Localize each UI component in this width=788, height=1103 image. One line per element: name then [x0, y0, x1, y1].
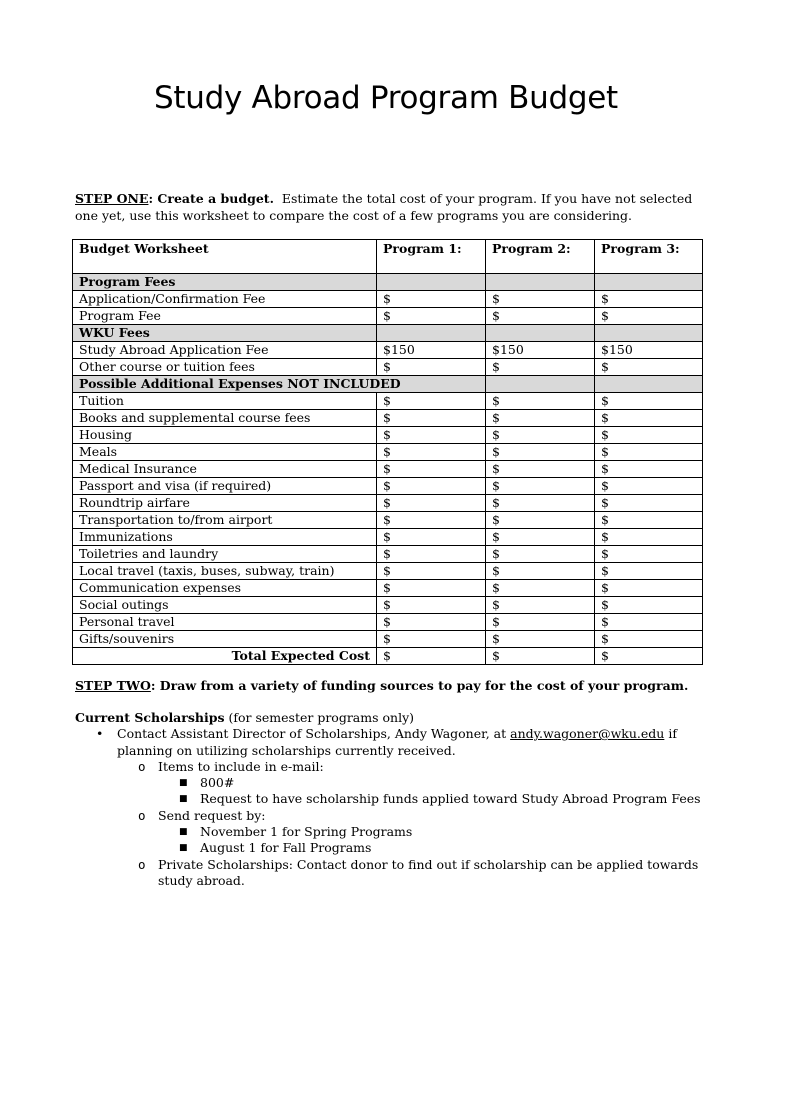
table-row	[73, 308, 703, 325]
step-two-text: : Draw from a variety of funding sources to pay for the cost of your program.	[150, 678, 689, 693]
contact-text-after: if planning on utilizing scholarships currently received.	[117, 726, 681, 758]
cell-program-3: $	[595, 563, 703, 580]
table-row	[73, 410, 703, 427]
cell-program-2: $	[486, 308, 595, 325]
row-label: Passport and visa (if required)	[73, 478, 377, 495]
page-title: Study Abroad Program Budget	[154, 80, 618, 116]
cell-program-2: $	[486, 410, 595, 427]
cell-program-2: $	[486, 478, 595, 495]
cell-program-3: $	[595, 461, 703, 478]
cell-program-3: $	[595, 580, 703, 597]
table-row	[73, 495, 703, 512]
cell-program-1: $	[377, 563, 486, 580]
cell-program-2: $	[486, 648, 595, 665]
cell-program-1: $	[377, 410, 486, 427]
cell-program-1: $	[377, 359, 486, 376]
send-date-fall: August 1 for Fall Programs	[200, 840, 372, 856]
section-row	[73, 325, 703, 342]
row-label: Social outings	[73, 597, 377, 614]
section-label: WKU Fees	[73, 325, 377, 342]
table-row	[73, 427, 703, 444]
cell-program-1: $150	[377, 342, 486, 359]
cell-program-2: $	[486, 427, 595, 444]
step-one-colon: :	[148, 191, 154, 206]
table-row	[73, 291, 703, 308]
private-scholarships-text: Private Scholarships: Contact donor to find out if scholarship can be applied towards study abroad.	[158, 856, 699, 888]
cell-program-1: $	[377, 597, 486, 614]
cell-program-2	[486, 325, 595, 342]
step-one-text: Estimate the total cost of your program. If you have not selected one yet, use this worksheet to compare the cost of a few programs you are considering.	[75, 191, 697, 223]
cell-program-1: $	[377, 580, 486, 597]
cell-program-2: $	[486, 393, 595, 410]
send-date-spring: November 1 for Spring Programs	[200, 824, 413, 840]
list-item	[138, 856, 715, 890]
square-bullet-icon: ■	[179, 827, 188, 838]
cell-program-3: $150	[595, 342, 703, 359]
cell-program-2: $	[486, 512, 595, 529]
list-item	[179, 791, 715, 807]
row-label: Program Fee	[73, 308, 377, 325]
table-row	[73, 563, 703, 580]
row-label: Meals	[73, 444, 377, 461]
table-row	[73, 461, 703, 478]
cell-program-3: $	[595, 648, 703, 665]
step-one-paragraph	[75, 190, 715, 224]
total-row	[73, 648, 703, 665]
cell-program-1: $	[377, 308, 486, 325]
circle-bullet-icon: o	[138, 856, 146, 872]
row-label: Personal travel	[73, 614, 377, 631]
cell-program-1: $	[377, 614, 486, 631]
cell-program-1: $	[377, 495, 486, 512]
cell-program-2: $	[486, 495, 595, 512]
header-program-3: Program 3:	[595, 240, 703, 274]
cell-program-2: $	[486, 614, 595, 631]
cell-program-1: $	[377, 512, 486, 529]
row-label: Study Abroad Application Fee	[73, 342, 377, 359]
row-label: Other course or tuition fees	[73, 359, 377, 376]
cell-program-1: $	[377, 631, 486, 648]
table-row	[73, 614, 703, 631]
cell-program-1: $	[377, 461, 486, 478]
scholarships-heading-line	[75, 710, 715, 726]
cell-program-1: $	[377, 427, 486, 444]
list-item	[179, 775, 715, 791]
cell-program-3: $	[595, 393, 703, 410]
cell-program-3	[595, 376, 703, 393]
table-row	[73, 580, 703, 597]
table-row	[73, 342, 703, 359]
send-label: Send request by:	[158, 807, 266, 823]
cell-program-3: $	[595, 529, 703, 546]
cell-program-1: $	[377, 478, 486, 495]
cell-program-1: $	[377, 444, 486, 461]
table-row	[73, 631, 703, 648]
cell-program-3: $	[595, 359, 703, 376]
cell-program-1: $	[377, 529, 486, 546]
list-item	[179, 840, 715, 856]
table-row	[73, 597, 703, 614]
square-bullet-icon: ■	[179, 778, 188, 789]
cell-program-3: $	[595, 614, 703, 631]
table-row	[73, 546, 703, 563]
cell-program-3: $	[595, 495, 703, 512]
cell-program-2	[486, 274, 595, 291]
row-label: Communication expenses	[73, 580, 377, 597]
list-item	[179, 824, 715, 840]
contact-text-before: Contact Assistant Director of Scholarships, Andy Wagoner, at	[117, 726, 511, 742]
cell-program-1	[377, 325, 486, 342]
cell-program-2: $	[486, 291, 595, 308]
section-row	[73, 274, 703, 291]
table-row	[73, 529, 703, 546]
cell-program-2: $	[486, 580, 595, 597]
section-row	[73, 376, 703, 393]
table-row	[73, 393, 703, 410]
cell-program-2: $	[486, 631, 595, 648]
circle-bullet-icon: o	[138, 758, 146, 774]
scholarships-heading: Current Scholarships	[75, 710, 225, 725]
header-budget-worksheet: Budget Worksheet	[73, 240, 377, 274]
table-row	[73, 444, 703, 461]
header-program-1: Program 1:	[377, 240, 486, 274]
cell-program-3: $	[595, 512, 703, 529]
cell-program-1: $	[377, 291, 486, 308]
cell-program-3	[595, 274, 703, 291]
cell-program-2: $	[486, 359, 595, 376]
row-label: Books and supplemental course fees	[73, 410, 377, 427]
row-label: Housing	[73, 427, 377, 444]
list-item	[138, 758, 715, 775]
scholarships-heading-note: (for semester programs only)	[224, 710, 415, 725]
item-request: Request to have scholarship funds applied toward Study Abroad Program Fees	[200, 791, 701, 807]
header-program-2: Program 2:	[486, 240, 595, 274]
scholarships-section	[75, 710, 715, 889]
table-row	[73, 478, 703, 495]
item-800: 800#	[200, 775, 235, 791]
step-one-label: STEP ONE	[75, 191, 149, 206]
cell-program-3: $	[595, 631, 703, 648]
row-label: Gifts/souvenirs	[73, 631, 377, 648]
circle-bullet-icon: o	[138, 807, 146, 823]
items-label: Items to include in e-mail:	[158, 758, 324, 774]
budget-worksheet-table	[72, 239, 703, 665]
row-label: Tuition	[73, 393, 377, 410]
bullet-icon: •	[96, 726, 104, 742]
cell-program-3: $	[595, 427, 703, 444]
cell-program-1: $	[377, 648, 486, 665]
cell-program-3: $	[595, 597, 703, 614]
cell-program-3	[595, 325, 703, 342]
row-label: Immunizations	[73, 529, 377, 546]
list-item	[138, 807, 715, 824]
cell-program-1: $	[377, 546, 486, 563]
cell-program-3: $	[595, 410, 703, 427]
cell-program-2: $	[486, 529, 595, 546]
row-label: Application/Confirmation Fee	[73, 291, 377, 308]
email-link[interactable]: andy.wagoner@wku.edu	[510, 726, 665, 742]
row-label: Roundtrip airfare	[73, 495, 377, 512]
section-label: Program Fees	[73, 274, 377, 291]
cell-program-1: $	[377, 393, 486, 410]
list-item	[96, 726, 715, 759]
step-two-paragraph	[75, 677, 715, 694]
square-bullet-icon: ■	[179, 843, 188, 854]
square-bullet-icon: ■	[179, 794, 188, 805]
cell-program-2: $	[486, 597, 595, 614]
table-header-row	[73, 240, 703, 274]
step-one-heading: Create a budget.	[153, 191, 274, 206]
cell-program-2: $	[486, 461, 595, 478]
row-label: Transportation to/from airport	[73, 512, 377, 529]
cell-program-2: $	[486, 444, 595, 461]
cell-program-3: $	[595, 444, 703, 461]
cell-program-3: $	[595, 291, 703, 308]
step-two-label: STEP TWO	[75, 678, 151, 693]
row-label: Toiletries and laundry	[73, 546, 377, 563]
row-label: Local travel (taxis, buses, subway, train)	[73, 563, 377, 580]
cell-program-2: $	[486, 546, 595, 563]
cell-program-3: $	[595, 478, 703, 495]
cell-program-1	[377, 274, 486, 291]
budget-table-body	[73, 240, 703, 665]
cell-program-2	[486, 376, 595, 393]
cell-program-3: $	[595, 546, 703, 563]
row-label: Medical Insurance	[73, 461, 377, 478]
table-row	[73, 359, 703, 376]
section-label: Possible Additional Expenses NOT INCLUDED	[73, 376, 486, 393]
table-row	[73, 512, 703, 529]
total-label: Total Expected Cost	[73, 648, 377, 665]
cell-program-2: $150	[486, 342, 595, 359]
cell-program-3: $	[595, 308, 703, 325]
cell-program-2: $	[486, 563, 595, 580]
